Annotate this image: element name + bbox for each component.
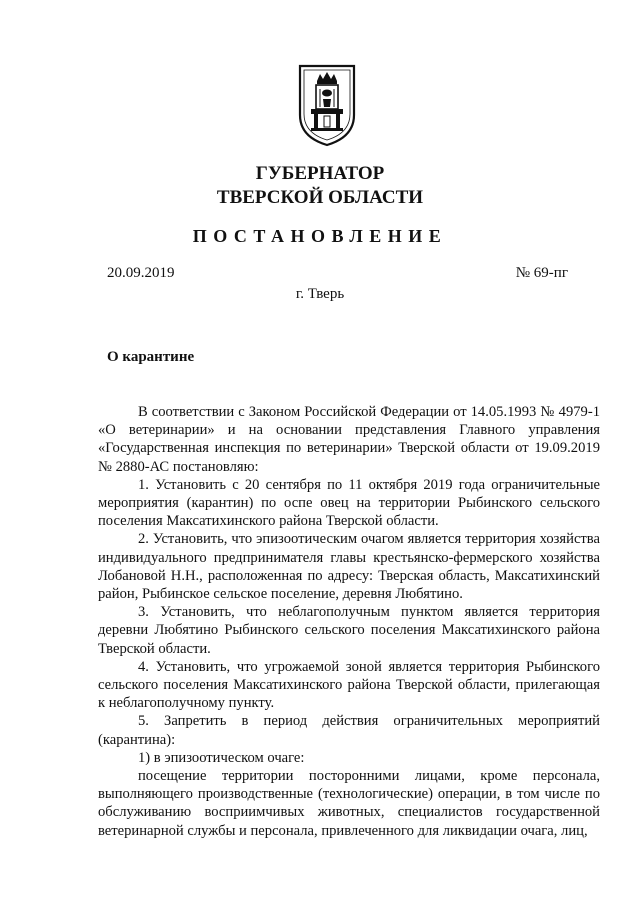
body-paragraph: 1) в эпизоотическом очаге: (138, 749, 305, 766)
document-date: 20.09.2019 (107, 265, 175, 281)
authority-title-line1: ГУБЕРНАТОР (255, 163, 385, 184)
body-paragraph: 1. Установить с 20 сентября по 11 октября 2019 года ограничительные мероприятия (карантин) по оспе овец на территории Рыбинского сельского поселения Максатихинского района Тверской области. (98, 476, 600, 530)
document-subject: О карантине (107, 349, 195, 365)
document-type-heading: ПОСТАНОВЛЕНИЕ (192, 226, 448, 246)
body-paragraph: 4. Установить, что угрожаемой зоной является территория Рыбинского сельского поселения Максатихинского района Тверской области, прилегающая к неблагополучному пункту. (98, 658, 600, 712)
body-paragraph: 3. Установить, что неблагополучным пунктом является территория деревни Любятино Рыбинского сельского поселения Максатихинского района Тверской области. (98, 604, 600, 657)
document-city: г. Тверь (295, 286, 345, 302)
authority-title-line2: ТВЕРСКОЙ ОБЛАСТИ (216, 187, 424, 208)
body-paragraph: 5. Запретить в период действия ограничительных мероприятий (карантина): (98, 713, 600, 748)
document-number: № 69-пг (515, 265, 568, 281)
body-paragraph: В соответствии с Законом Российской Федерации от 14.05.1993 № 4979-1 «О ветеринарии» и на основании представления Главного управления «Государственная инспекция по ветеринарии» Тверской области от 19.09.2019 № 2880-АС постановляю: (98, 404, 600, 475)
body-paragraph: 2. Установить, что эпизоотическим очагом является территория хозяйства индивидуального предпринимателя главы крестьянско-фермерского хозяйства Лобановой Н.Н., расположенная по адресу: Тверская область, Максатихинский район, Рыбинское сельское поселение, деревня Любятино. (98, 531, 600, 603)
tver-coat-of-arms-icon (297, 63, 357, 148)
document-body (98, 403, 600, 840)
body-paragraph: посещение территории посторонними лицами, кроме персонала, выполняющего производственные (технологические) операции, в том числе по обслуживанию восприимчивых животных, специалистов государственной ветеринарной службы и персонала, привлеченного для ликвидации очага, лиц, (98, 768, 600, 839)
